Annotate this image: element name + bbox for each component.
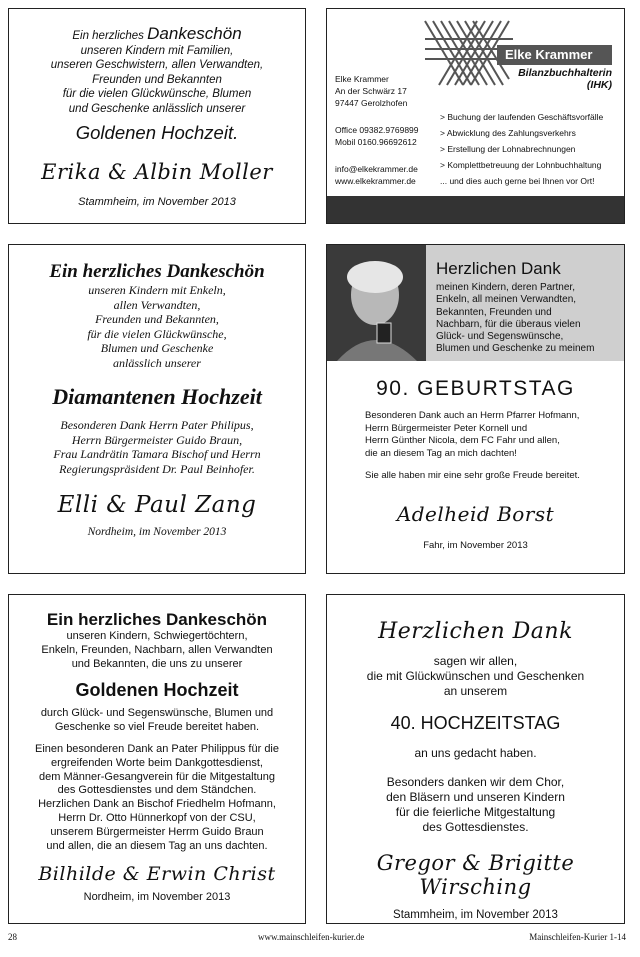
ad1-line: unseren Kindern mit Familien, [80, 44, 234, 57]
ad3-thanks-line: Herrn Bürgermeister Guido Braun, [71, 432, 243, 447]
ad5-line: Geschenke so viel Freude bereitet haben. [54, 721, 260, 734]
ad2-address [335, 73, 407, 109]
ad6-line: die mit Glückwünschen und Geschenken [366, 669, 585, 683]
ad3-thanks-line: Regierungspräsident Dr. Paul Beinhofer. [59, 461, 255, 476]
ad3-line: unseren Kindern mit Enkeln, [88, 283, 226, 297]
ad1-line: Freunden und Bekannten [92, 73, 222, 86]
ad4-gray-line: Blumen und Geschenke zu meinem [436, 343, 595, 355]
ad4-gray-line: Nachbarn, für die überaus vielen [436, 318, 581, 330]
ad4-body-closing: Sie alle haben mir eine sehr große Freude bereitet. [365, 470, 580, 481]
ad4-signature: Adelheid Borst [396, 502, 555, 526]
ad5-thanks-line: unserem Bürgermeister Herrm Guido Braun [50, 825, 264, 838]
ad2-address-line: Elke Krammer [335, 74, 389, 84]
ad3-line: anlässlich unserer [113, 355, 201, 370]
ad5-thanks-line: Herzlichen Dank an Bischof Friedhelm Hofmann, [38, 798, 276, 811]
footer-website-link[interactable]: www.mainschleifen-kurier.de [258, 932, 365, 942]
ad2-bottom-bar [327, 196, 624, 223]
ad4-gray-line: Enkeln, all meinen Verwandten, [436, 294, 577, 306]
ad1-place-date: Stammheim, im November 2013 [78, 196, 236, 208]
footer-issue: Mainschleifen-Kurier 1-14 [529, 932, 626, 942]
ad2-logo-title: Bilanzbuchhalterin (IHK) [518, 67, 612, 91]
portrait-image [327, 245, 426, 361]
ad6-thanks-line: für die feierliche Mitgestaltung [395, 805, 556, 819]
ad4-gray-line: Bekannten, Freunden und [436, 306, 552, 318]
ad2-service-item: ... und dies auch gerne bei Ihnen vor Ort! [440, 176, 595, 186]
ad5-line: und Bekannten, die uns zu unserer [71, 657, 243, 670]
ad4-heading: Herzlichen Dank [436, 259, 561, 278]
ad5-signature: Bilhilde & Erwin Christ [38, 863, 276, 886]
ad3-line: Freunden und Bekannten, [95, 312, 219, 326]
ad3-thanks-line: Besonderen Dank Herrn Pater Philipus, [60, 418, 254, 432]
ad4-place-date: Fahr, im November 2013 [423, 540, 528, 551]
portrait-photo [327, 245, 426, 361]
ad4-gray-line: meinen Kindern, deren Partner, [436, 282, 575, 293]
ad5-line: durch Glück- und Segenswünsche, Blumen und [40, 707, 274, 720]
ad5-line: Enkeln, Freunden, Nachbarn, allen Verwandten [41, 643, 273, 656]
ad6-line: an uns gedacht haben. [414, 746, 537, 760]
ad1-heading-prefix: Ein herzliches [72, 30, 144, 42]
ad5-thanks-line: Herrn Dr. Otto Hünnerkopf von der CSU, [58, 811, 256, 824]
ad3-signature: Elli & Paul Zang [57, 492, 257, 518]
ad3-line: allen Verwandten, [113, 297, 201, 312]
ad1-line: für die vielen Glückwünsche, Blumen [62, 88, 252, 100]
ad2-service-item: > Buchung der laufenden Geschäftsvorfälle [440, 112, 604, 122]
ad2-service-item: > Erstellung der Lohnabrechnungen [440, 144, 576, 154]
ad3-place-date: Nordheim, im November 2013 [87, 526, 227, 538]
ad5-thanks-line: und allen, die an diesem Tag an uns dachten. [46, 839, 268, 852]
ad2-service-item: > Abwicklung des Zahlungsverkehrs [440, 128, 576, 138]
ad3-line: für die vielen Glückwünsche, [87, 326, 227, 341]
ad2-website: www.elkekrammer.de [335, 176, 416, 186]
ad3-heading: Ein herzliches Dankeschön [49, 261, 265, 282]
ad6-thanks-line: des Gottesdienstes. [422, 820, 529, 834]
ad1-heading-big: Dankeschön [147, 24, 242, 43]
ad2-phone-mobile: Mobil 0160.96692612 [335, 137, 417, 147]
ad6-thanks-line: den Bläsern und unseren Kindern [386, 790, 565, 804]
page-number: 28 [8, 932, 17, 942]
ad5-place-date: Nordheim, im November 2013 [83, 891, 231, 904]
ad-golden-wedding-moller [8, 8, 306, 224]
ad5-heading: Ein herzliches Dankeschön [46, 610, 268, 629]
ad4-occasion: 90. GEBURTSTAG [376, 377, 575, 400]
ad5-occasion: Goldenen Hochzeit [75, 680, 239, 701]
ad2-contact [335, 124, 419, 148]
ad2-address-line: An der Schwärz 17 [335, 86, 407, 96]
ad2-phone-office: Office 09382.9769899 [335, 125, 419, 135]
ad6-heading: Herzlichen Dank [378, 619, 573, 644]
ad2-services [440, 109, 603, 189]
ad4-body-line: Herrn Günther Nicola, dem FC Fahr und allen, [365, 435, 560, 446]
ad-golden-wedding-christ [8, 594, 306, 924]
ad-40th-anniversary-wirsching [326, 594, 625, 924]
ad1-occasion: Goldenen Hochzeit. [75, 122, 239, 143]
ad-diamond-wedding-zang [8, 244, 306, 574]
ad1-line: unseren Geschwistern, allen Verwandten, [50, 59, 264, 71]
ad5-thanks-line: des Gottesdienstes und dem Ständchen. [57, 784, 257, 797]
ad1-heading [9, 24, 305, 44]
ad6-place-date: Stammheim, im November 2013 [393, 909, 558, 921]
ad4-body-line: Herrn Bürgermeister Peter Kornell und [365, 422, 528, 434]
ad2-web [335, 163, 418, 187]
ad4-body [365, 410, 579, 460]
ad5-line: unseren Kindern, Schwiegertöchtern, [66, 630, 248, 642]
ad1-line: und Geschenke anlässlich unserer [68, 102, 246, 115]
ad6-line: sagen wir allen, [433, 654, 518, 668]
ad5-thanks-line: Einen besonderen Dank an Pater Philippus für die [35, 742, 279, 755]
ad-90th-birthday-borst [326, 244, 625, 574]
ad6-line: an unserem [443, 684, 508, 698]
ad3-line: Blumen und Geschenke [100, 341, 214, 355]
ad2-email: info@elkekrammer.de [335, 164, 418, 174]
ad-elke-krammer [326, 8, 625, 224]
ad6-thanks-line: Besonders danken wir dem Chor, [386, 775, 565, 789]
ad2-service-item: > Komplettbetreuung der Lohnbuchhaltung [440, 160, 602, 170]
ad4-body-line: Besonderen Dank auch an Herrn Pfarrer Hofmann, [365, 410, 580, 421]
ad5-thanks-line: ergreifenden Worte beim Dankgottesdienst, [51, 756, 263, 769]
ad2-logo-name: Elke Krammer [497, 45, 612, 65]
ad6-signature: Gregor & Brigitte Wirsching [376, 851, 575, 899]
ad5-thanks-line: dem Männer-Gesangverein für die Mitgestaltung [38, 770, 275, 783]
ad3-thanks-line: Frau Landrätin Tamara Bischof und Herrn [53, 447, 261, 461]
ad4-body-line: die an diesem Tag an mich dachten! [365, 447, 517, 459]
ad1-signature: Erika & Albin Moller [41, 160, 273, 184]
ad4-gray-line: Glück- und Segenswünsche, [436, 331, 564, 343]
ad2-address-line: 97447 Gerolzhofen [335, 98, 408, 108]
ad4-gray-text [436, 282, 625, 356]
ad6-occasion: 40. HOCHZEITSTAG [390, 713, 561, 733]
ad4-gray-box [426, 245, 625, 361]
ad3-occasion: Diamantenen Hochzeit [52, 384, 262, 409]
